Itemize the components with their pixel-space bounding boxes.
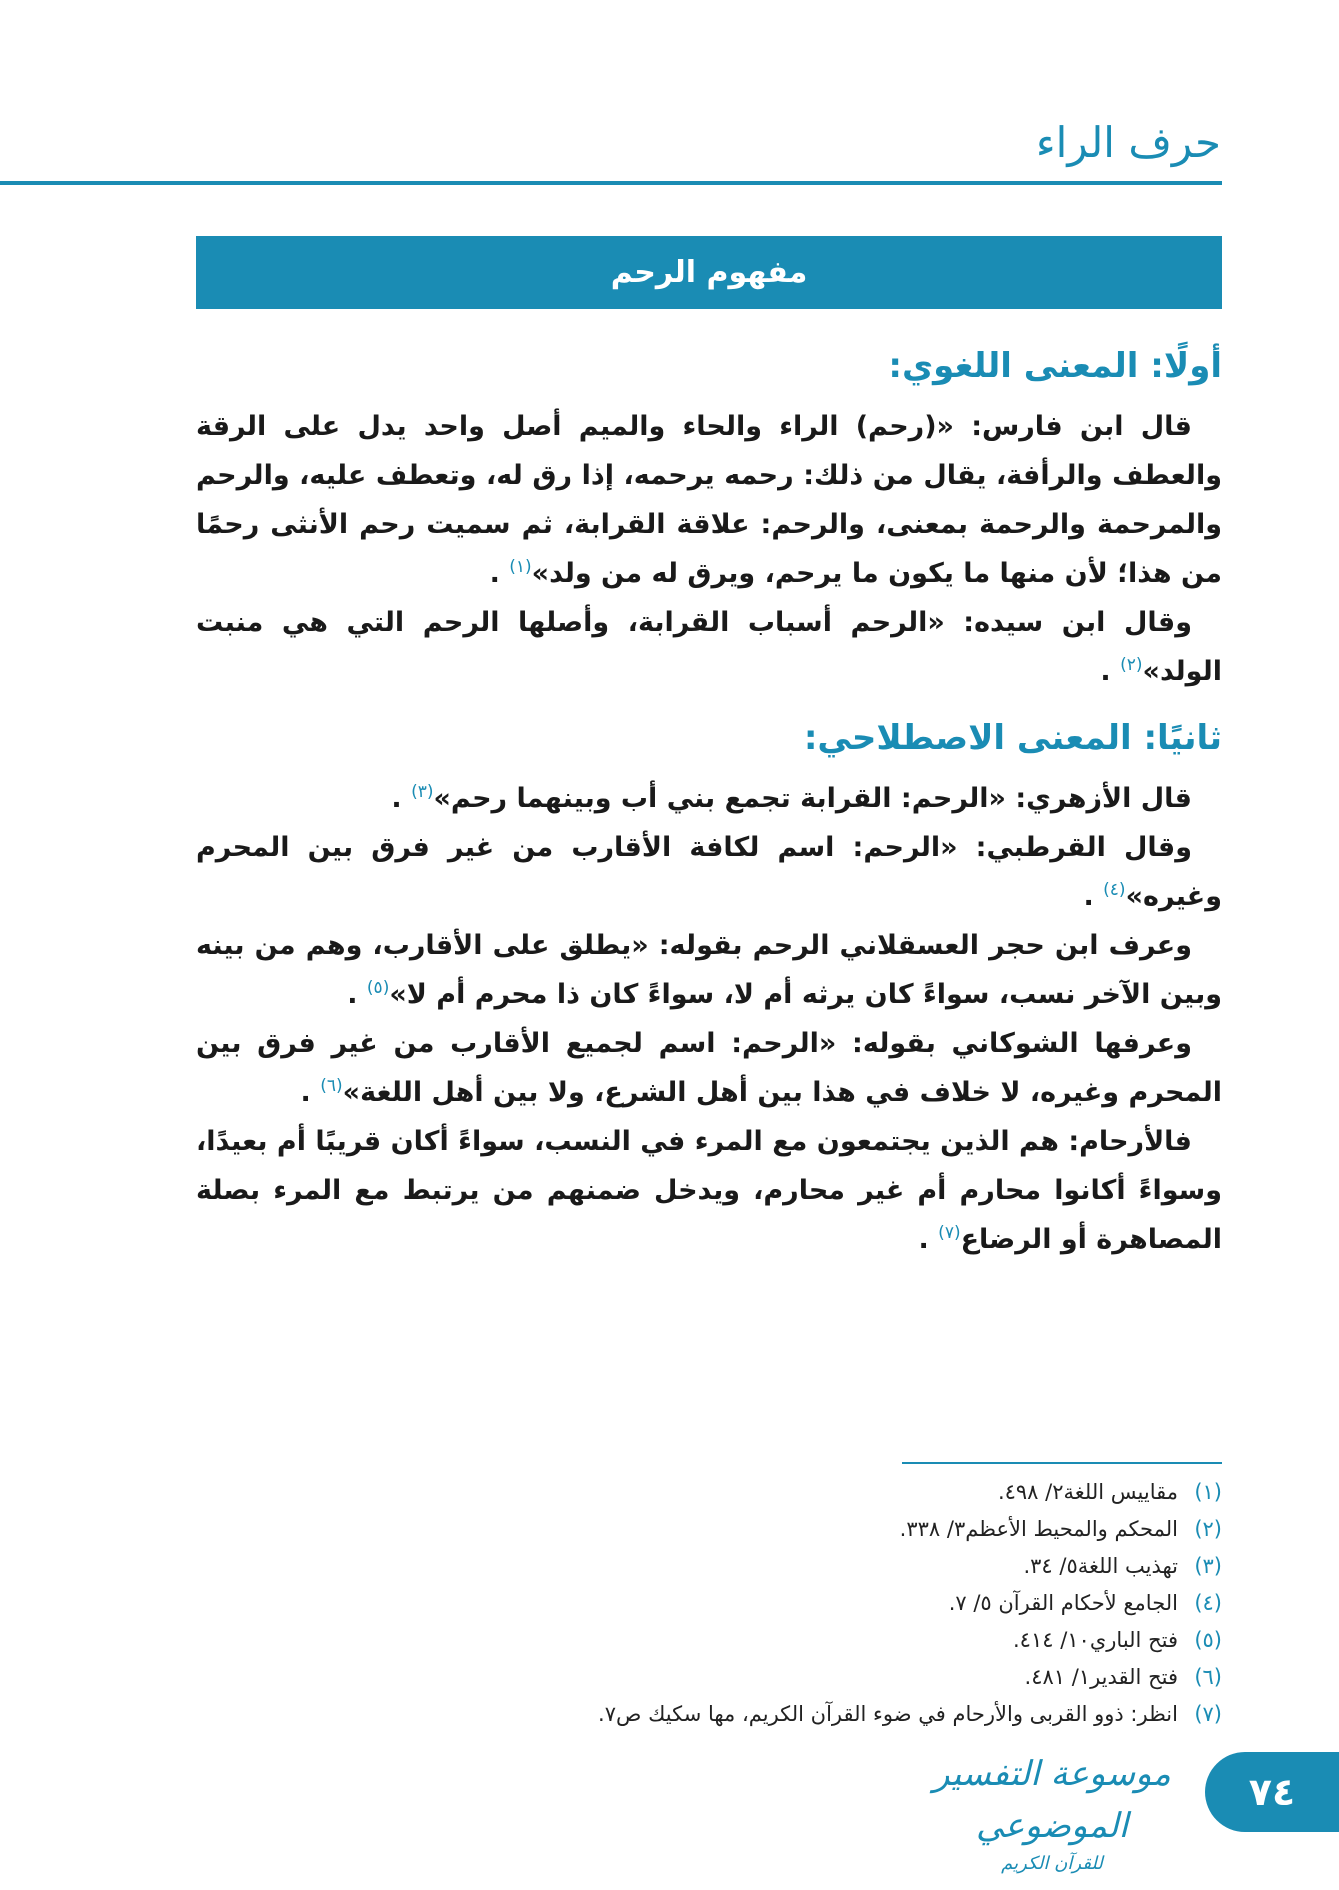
footnote-text: تهذيب اللغة٥/ ٣٤. xyxy=(1023,1554,1178,1578)
footnote-text: المحكم والمحيط الأعظم٣/ ٣٣٨. xyxy=(899,1517,1178,1541)
footnote-ref[interactable]: (٥) xyxy=(366,978,390,998)
logo-sub-text: للقرآن الكريم xyxy=(1001,1853,1103,1874)
paragraph-text: وعرفها الشوكاني بقوله: «الرحم: اسم لجميع الأقارب من غير فرق بين المحرم وغيره، لا خلاف في هذا بين أهل الشرع، ولا بين أهل اللغة» xyxy=(196,1028,1222,1108)
footnote-number: (٦) xyxy=(1194,1665,1222,1689)
footnote-item xyxy=(380,1474,1222,1511)
page-number: ٧٤ xyxy=(1248,1770,1296,1814)
footnote-item xyxy=(380,1696,1222,1733)
paragraph-text: قال الأزهري: «الرحم: القرابة تجمع بني أب وبينهما رحم» xyxy=(433,783,1192,814)
footnote-text: فتح الباري١٠/ ٤١٤. xyxy=(1012,1628,1178,1652)
footnote-text: انظر: ذوو القربى والأرحام في ضوء القرآن الكريم، مها سكيك ص٧. xyxy=(598,1702,1178,1726)
period: . xyxy=(918,1224,929,1255)
footnote-number: (٥) xyxy=(1194,1628,1222,1652)
footnote-item xyxy=(380,1548,1222,1585)
footnotes xyxy=(380,1462,1222,1733)
section-banner xyxy=(196,236,1222,309)
footnote-item xyxy=(380,1659,1222,1696)
paragraph-text: وقال ابن سيده: «الرحم أسباب القرابة، وأصلها الرحم التي هي منبت الولد» xyxy=(196,607,1222,687)
paragraph-text: قال ابن فارس: «(رحم) الراء والحاء والميم أصل واحد يدل على الرقة والعطف والرأفة، يقال من ذلك: رحمه يرحمه، إذا رق له، وتعطف عليه، والرحم والمرحمة والرحمة بمعنى، والرحم: علاقة القرابة، ثم سميت رحم الأنثى رحمًا من هذا؛ لأن منها ما يكون ما يرحم، ويرق له من ولد» xyxy=(196,411,1222,589)
footnote-item xyxy=(380,1622,1222,1659)
heading-technical-meaning: ثانيًا: المعنى الاصطلاحي: xyxy=(803,718,1222,758)
paragraph xyxy=(196,774,1222,823)
footnote-text: فتح القدير١/ ٤٨١. xyxy=(1024,1665,1178,1689)
footnote-item xyxy=(380,1511,1222,1548)
footnote-item xyxy=(380,1585,1222,1622)
footnote-number: (٧) xyxy=(1194,1702,1222,1726)
encyclopedia-logo xyxy=(902,1748,1202,1874)
period: . xyxy=(1083,881,1094,912)
logo-main-text: موسوعة التفسير الموضوعي xyxy=(933,1754,1171,1846)
period: . xyxy=(1100,656,1111,687)
paragraph-text: فالأرحام: هم الذين يجتمعون مع المرء في النسب، سواءً أكان قريبًا أم بعيدًا، وسواءً أكانوا محارم أم غير محارم، ويدخل ضمنهم من يرتبط مع المرء بصلة المصاهرة أو الرضاع xyxy=(196,1126,1222,1255)
footnote-rule xyxy=(902,1462,1222,1464)
footnote-ref[interactable]: (٢) xyxy=(1120,655,1143,675)
footnote-number: (١) xyxy=(1194,1480,1222,1504)
period: . xyxy=(300,1077,311,1108)
footnote-text: الجامع لأحكام القرآن ٥/ ٧. xyxy=(948,1591,1178,1615)
period: . xyxy=(489,558,500,589)
header-rule xyxy=(0,181,1222,185)
period: . xyxy=(347,979,358,1010)
paragraph xyxy=(196,921,1222,1019)
footnote-ref[interactable]: (٤) xyxy=(1103,880,1126,900)
paragraph-text: وعرف ابن حجر العسقلاني الرحم بقوله: «يطلق على الأقارب، وهم من بينه وبين الآخر نسب، سواءً كان يرثه أم لا، سواءً كان ذا محرم أم لا» xyxy=(196,930,1222,1010)
footnote-text: مقاييس اللغة٢/ ٤٩٨. xyxy=(997,1480,1178,1504)
period: . xyxy=(391,783,402,814)
footnote-number: (٣) xyxy=(1194,1554,1222,1578)
heading-linguistic-meaning: أولًا: المعنى اللغوي: xyxy=(888,346,1222,386)
paragraph xyxy=(196,1019,1222,1117)
chapter-title: حرف الراء xyxy=(1035,118,1221,167)
footnote-ref[interactable]: (٧) xyxy=(938,1223,961,1243)
paragraph xyxy=(196,402,1222,598)
paragraph xyxy=(196,1117,1222,1264)
footnote-ref[interactable]: (٣) xyxy=(411,782,434,802)
footnote-number: (٢) xyxy=(1194,1517,1222,1541)
paragraph xyxy=(196,598,1222,696)
paragraph xyxy=(196,823,1222,921)
footnote-number: (٤) xyxy=(1194,1591,1222,1615)
paragraph-text: وقال القرطبي: «الرحم: اسم لكافة الأقارب من غير فرق بين المحرم وغيره» xyxy=(196,832,1222,912)
banner-title: مفهوم الرحم xyxy=(610,255,808,290)
footnote-ref[interactable]: (١) xyxy=(509,557,532,577)
main-content xyxy=(196,338,1222,1264)
footnote-ref[interactable]: (٦) xyxy=(320,1076,343,1096)
page-number-tab xyxy=(1205,1752,1339,1832)
